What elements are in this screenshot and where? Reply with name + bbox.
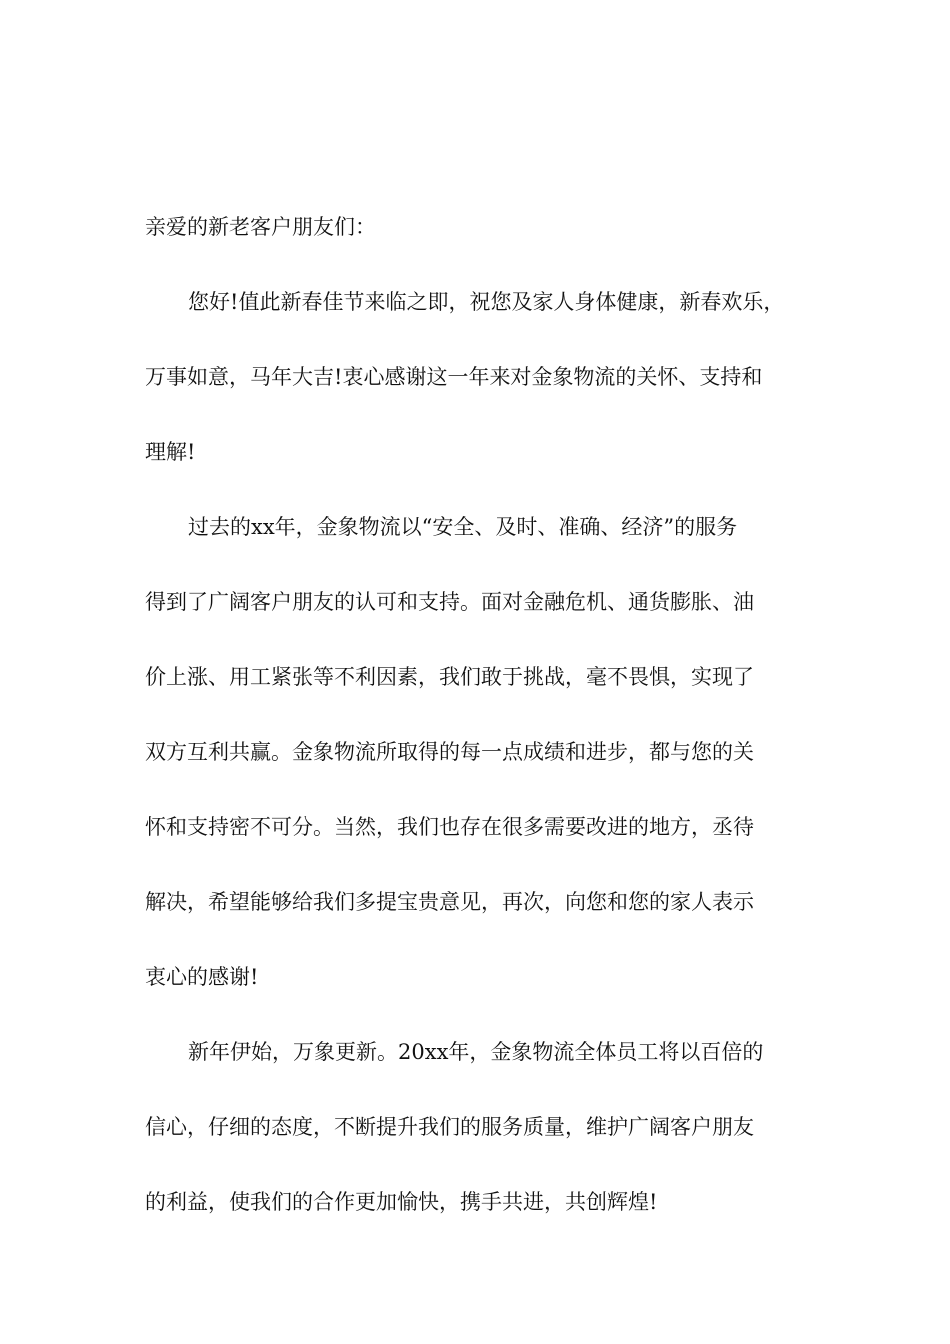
paragraph-greeting	[145, 265, 835, 490]
paragraph-line: 的利益，使我们的合作更加愉快，携手共进，共创辉煌!	[145, 1190, 658, 1214]
paragraph-line: 怀和支持密不可分。当然，我们也存在很多需要改进的地方，丞待	[145, 815, 754, 839]
paragraph-line: 解决，希望能够给我们多提宝贵意见，再次，向您和您的家人表示	[145, 890, 754, 914]
paragraph-outlook	[145, 1015, 835, 1240]
paragraph-line: 价上涨、用工紧张等不利因素，我们敢于挑战，毫不畏惧，实现了	[145, 665, 754, 689]
paragraph-line: 新年伊始，万象更新。20xx年，金象物流全体员工将以百倍的	[188, 1040, 764, 1064]
paragraph-line: 您好!值此新春佳节来临之即，祝您及家人身体健康，新春欢乐，	[188, 290, 785, 314]
paragraph-line: 理解!	[145, 440, 196, 464]
paragraph-line: 衷心的感谢!	[145, 965, 259, 989]
letter-body	[145, 190, 835, 1240]
paragraph-line: 过去的xx年，金象物流以“安全、及时、准确、经济”的服务	[188, 515, 738, 539]
letter-salutation: 亲爱的新老客户朋友们：	[145, 215, 376, 239]
paragraph-line: 双方互利共赢。金象物流所取得的每一点成绩和进步，都与您的关	[145, 740, 754, 764]
paragraph-line: 信心，仔细的态度，不断提升我们的服务质量，维护广阔客户朋友	[145, 1115, 754, 1139]
paragraph-review	[145, 490, 835, 1015]
paragraph-line: 得到了广阔客户朋友的认可和支持。面对金融危机、通货膨胀、油	[145, 590, 754, 614]
paragraph-line: 万事如意，马年大吉!衷心感谢这一年来对金象物流的关怀、支持和	[145, 365, 763, 389]
